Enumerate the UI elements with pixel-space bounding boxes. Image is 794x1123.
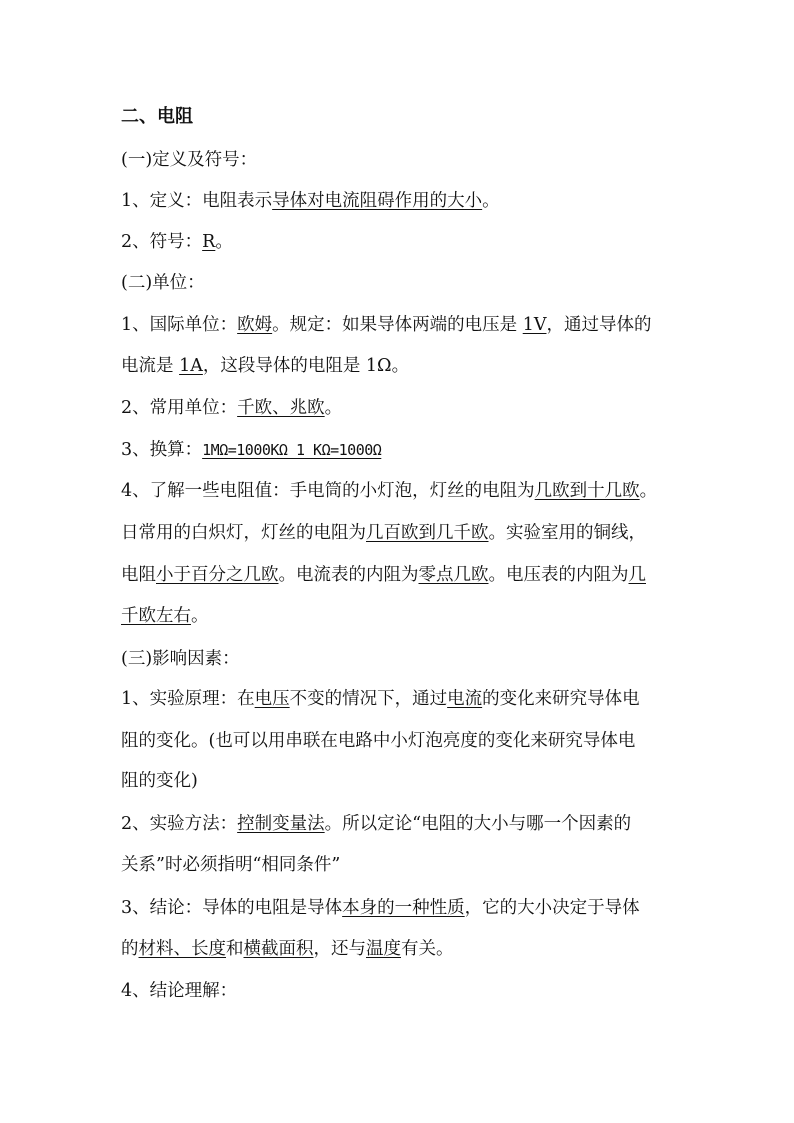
principle-line-3: 阻的变化)	[121, 771, 198, 791]
underlined-answer: R	[202, 232, 216, 252]
text: 4、了解一些电阻值：手电筒的小灯泡，灯丝的电阻为	[121, 481, 535, 501]
text: 。	[639, 481, 658, 501]
text: 。规定：如果导体两端的电压是	[272, 315, 523, 335]
underlined-answer: 零点几欧	[418, 565, 489, 585]
values-line-2	[121, 521, 646, 545]
text: 。电压表的内阻为	[488, 565, 629, 585]
text: 3、结论：导体的电阻是导体	[121, 898, 343, 918]
underlined-answer: 1V	[522, 315, 547, 335]
underlined-answer: 温度	[366, 939, 401, 959]
conclusion-line-2	[121, 937, 454, 961]
text: 1、定义：电阻表示	[121, 191, 273, 211]
text: 。	[215, 232, 233, 252]
values-line-1	[121, 479, 657, 503]
principle-line-1	[121, 687, 640, 711]
text: 的变化来研究导体电	[482, 689, 640, 709]
underlined-answer: 千欧左右	[121, 606, 191, 626]
text: ，还与	[313, 939, 366, 959]
subsection-heading-definition: (一)定义及符号：	[121, 150, 258, 170]
underlined-answer: 横截面积	[243, 939, 314, 959]
understanding-heading: 4、结论理解：	[121, 981, 238, 1001]
underlined-answer: 材料、长度	[138, 939, 226, 959]
conversion-line	[121, 438, 381, 462]
values-line-3	[121, 563, 646, 587]
underlined-answer: 本身的一种性质	[342, 898, 465, 918]
principle-line-2: 阻的变化。(也可以用串联在电路中小灯泡亮度的变化来研究导体电	[121, 731, 636, 751]
unit-line-1	[121, 313, 651, 337]
underlined-answer: 导体对电流阻碍作用的大小	[272, 191, 483, 211]
text: ，这段导体的电阻是 1Ω。	[202, 356, 410, 376]
underlined-answer: 电压	[254, 689, 290, 709]
underlined-answer: 千欧、兆欧	[237, 398, 325, 418]
underlined-answer: 控制变量法	[237, 814, 325, 834]
text: 电阻	[121, 565, 156, 585]
text: ，通过导体的	[546, 315, 652, 335]
text: 。电流表的内阻为	[278, 565, 419, 585]
text: 。所以定论“电阻的大小与哪一个因素的	[324, 814, 632, 834]
subsection-heading-unit: (二)单位：	[121, 273, 205, 293]
underlined-answer: 欧姆	[237, 315, 273, 335]
method-line-2: 关系”时必须指明“相同条件”	[121, 855, 341, 875]
text: 。	[191, 606, 209, 626]
underlined-answer: 电流	[447, 689, 483, 709]
text: 日常用的白炽灯，灯丝的电阻为	[121, 523, 366, 543]
text: 和	[226, 939, 244, 959]
text: 。	[482, 191, 500, 211]
text: 的	[121, 939, 139, 959]
text: 。实验室用的铜线，	[488, 523, 646, 543]
unit-line-2	[121, 354, 409, 378]
text: 2、常用单位：	[121, 398, 238, 418]
underlined-answer: 小于百分之几欧	[156, 565, 279, 585]
values-line-4	[121, 604, 209, 628]
underlined-answer: 几欧到十几欧	[534, 481, 640, 501]
subsection-heading-factors: (三)影响因素：	[121, 649, 240, 669]
common-unit-line	[121, 396, 342, 420]
conclusion-line-1	[121, 896, 640, 920]
underlined-answer: 几百欧到几千欧	[366, 523, 489, 543]
text: 有关。	[401, 939, 454, 959]
text: 2、符号：	[121, 232, 203, 252]
text: 2、实验方法：	[121, 814, 238, 834]
text: 1、国际单位：	[121, 315, 238, 335]
method-line-1	[121, 812, 631, 836]
underlined-answer: 1MΩ=1000KΩ 1 KΩ=1000Ω	[202, 441, 382, 459]
text: 1、实验原理：在	[121, 689, 255, 709]
text: 。	[324, 398, 343, 418]
text: 3、换算：	[121, 440, 203, 460]
underlined-answer: 几	[628, 565, 646, 585]
definition-line	[121, 189, 500, 213]
section-title: 二、电阻	[121, 106, 193, 127]
text: 不变的情况下，通过	[289, 689, 448, 709]
symbol-line	[121, 230, 233, 254]
text: ，它的大小决定于导体	[464, 898, 640, 918]
underlined-answer: 1A	[179, 356, 203, 376]
text: 电流是	[121, 356, 180, 376]
